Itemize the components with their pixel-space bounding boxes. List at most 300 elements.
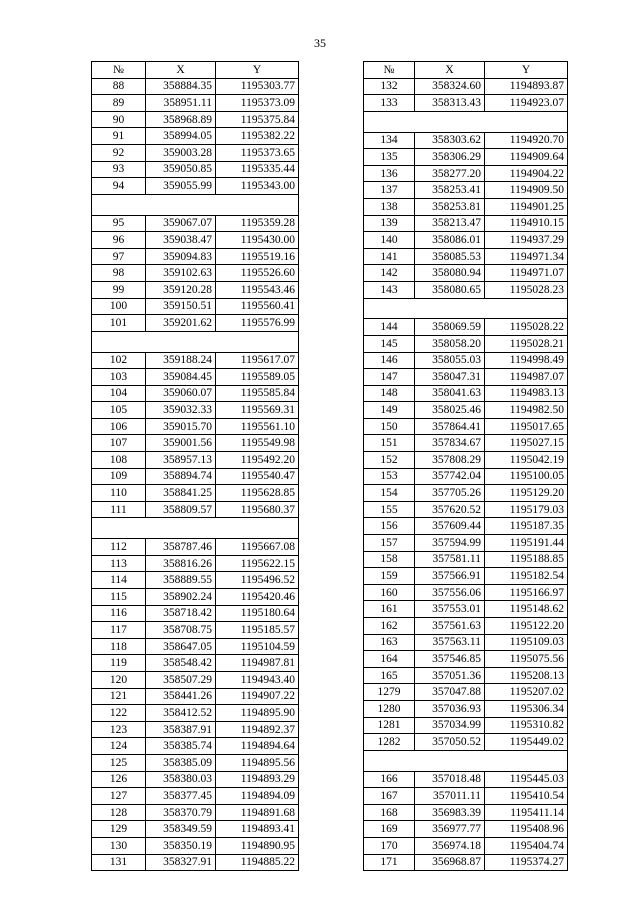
table-row bbox=[364, 281, 568, 298]
y-coordinate-cell: 1195109.03 bbox=[485, 634, 568, 651]
y-coordinate-cell: 1195560.41 bbox=[216, 298, 299, 315]
table-row bbox=[364, 518, 568, 535]
table-row bbox=[92, 605, 299, 622]
column-header-x: X bbox=[415, 62, 485, 79]
point-number-cell: 145 bbox=[364, 335, 415, 352]
table-row bbox=[364, 684, 568, 701]
table-row bbox=[92, 315, 299, 332]
table-row bbox=[92, 655, 299, 672]
point-number-cell: 118 bbox=[92, 638, 146, 655]
y-coordinate-cell: 1195667.08 bbox=[216, 539, 299, 556]
table-row bbox=[92, 385, 299, 402]
x-coordinate-cell: 358787.46 bbox=[146, 539, 216, 556]
x-coordinate-cell: 359055.99 bbox=[146, 178, 216, 195]
point-number-cell: 147 bbox=[364, 369, 415, 386]
point-number-cell: 168 bbox=[364, 804, 415, 821]
point-number-cell: 93 bbox=[92, 161, 146, 178]
y-coordinate-cell: 1195188.85 bbox=[485, 551, 568, 568]
table-row bbox=[92, 572, 299, 589]
x-coordinate-cell: 359102.63 bbox=[146, 265, 216, 282]
x-coordinate-cell: 357563.11 bbox=[415, 634, 485, 651]
x-coordinate-cell: 358951.11 bbox=[146, 95, 216, 112]
y-coordinate-cell: 1195404.74 bbox=[485, 837, 568, 854]
table-row bbox=[364, 667, 568, 684]
point-number-cell: 140 bbox=[364, 232, 415, 249]
point-number-cell: 153 bbox=[364, 468, 415, 485]
x-coordinate-cell: 358303.62 bbox=[415, 132, 485, 149]
table-row bbox=[364, 198, 568, 215]
table-row bbox=[92, 128, 299, 145]
table-row bbox=[92, 468, 299, 485]
point-number-cell: 146 bbox=[364, 352, 415, 369]
table-row bbox=[92, 402, 299, 419]
y-coordinate-cell: 1195543.46 bbox=[216, 281, 299, 298]
x-coordinate-cell: 358253.41 bbox=[415, 182, 485, 199]
y-coordinate-cell: 1195617.07 bbox=[216, 352, 299, 369]
point-number-cell: 154 bbox=[364, 485, 415, 502]
table-row bbox=[92, 738, 299, 755]
point-number-cell: 149 bbox=[364, 402, 415, 419]
x-coordinate-cell: 358213.47 bbox=[415, 215, 485, 232]
table-row bbox=[92, 298, 299, 315]
table-row bbox=[364, 551, 568, 568]
y-coordinate-cell: 1195411.14 bbox=[485, 804, 568, 821]
table-row bbox=[364, 634, 568, 651]
x-coordinate-cell: 357047.88 bbox=[415, 684, 485, 701]
table-row bbox=[92, 788, 299, 805]
table-row bbox=[364, 352, 568, 369]
y-coordinate-cell: 1195104.59 bbox=[216, 638, 299, 655]
point-number-cell: 101 bbox=[92, 315, 146, 332]
y-coordinate-cell: 1195100.05 bbox=[485, 468, 568, 485]
x-coordinate-cell: 358370.79 bbox=[146, 804, 216, 821]
y-coordinate-cell: 1194901.25 bbox=[485, 198, 568, 215]
point-number-cell: 1279 bbox=[364, 684, 415, 701]
y-coordinate-cell: 1194904.22 bbox=[485, 165, 568, 182]
point-number-cell: 1282 bbox=[364, 734, 415, 751]
y-coordinate-cell: 1195373.65 bbox=[216, 144, 299, 161]
point-number-cell: 127 bbox=[92, 788, 146, 805]
y-coordinate-cell: 1194895.90 bbox=[216, 705, 299, 722]
x-coordinate-cell: 358080.65 bbox=[415, 281, 485, 298]
x-coordinate-cell: 358957.13 bbox=[146, 452, 216, 469]
table-row bbox=[364, 717, 568, 734]
y-coordinate-cell: 1195028.22 bbox=[485, 319, 568, 336]
point-number-cell: 139 bbox=[364, 215, 415, 232]
y-coordinate-cell: 1195420.46 bbox=[216, 589, 299, 606]
table-row bbox=[92, 265, 299, 282]
y-coordinate-cell: 1194987.81 bbox=[216, 655, 299, 672]
table-row bbox=[364, 402, 568, 419]
table-row bbox=[92, 485, 299, 502]
point-number-cell: 156 bbox=[364, 518, 415, 535]
point-number-cell: 103 bbox=[92, 369, 146, 386]
point-number-cell: 113 bbox=[92, 555, 146, 572]
x-coordinate-cell: 359015.70 bbox=[146, 418, 216, 435]
y-coordinate-cell: 1195430.00 bbox=[216, 232, 299, 249]
y-coordinate-cell: 1195017.65 bbox=[485, 418, 568, 435]
table-row bbox=[92, 369, 299, 386]
point-number-cell: 158 bbox=[364, 551, 415, 568]
point-number-cell: 136 bbox=[364, 165, 415, 182]
point-number-cell: 110 bbox=[92, 485, 146, 502]
y-coordinate-cell: 1195335.44 bbox=[216, 161, 299, 178]
x-coordinate-cell: 358412.52 bbox=[146, 705, 216, 722]
point-number-cell: 129 bbox=[92, 821, 146, 838]
x-coordinate-cell: 359094.83 bbox=[146, 248, 216, 265]
table-row bbox=[92, 705, 299, 722]
table-row bbox=[364, 248, 568, 265]
y-coordinate-cell: 1195166.97 bbox=[485, 584, 568, 601]
table-row bbox=[364, 232, 568, 249]
y-coordinate-cell: 1195310.82 bbox=[485, 717, 568, 734]
x-coordinate-cell: 359038.47 bbox=[146, 232, 216, 249]
y-coordinate-cell: 1194894.64 bbox=[216, 738, 299, 755]
point-number-cell: 135 bbox=[364, 149, 415, 166]
x-coordinate-cell: 358385.74 bbox=[146, 738, 216, 755]
x-coordinate-cell: 359150.51 bbox=[146, 298, 216, 315]
y-coordinate-cell: 1194971.34 bbox=[485, 248, 568, 265]
point-number-cell: 138 bbox=[364, 198, 415, 215]
table-row bbox=[364, 771, 568, 788]
y-coordinate-cell: 1195496.52 bbox=[216, 572, 299, 589]
table-row bbox=[364, 601, 568, 618]
point-number-cell: 107 bbox=[92, 435, 146, 452]
y-coordinate-cell: 1195027.15 bbox=[485, 435, 568, 452]
y-coordinate-cell: 1194907.22 bbox=[216, 688, 299, 705]
coordinates-table-left bbox=[91, 61, 299, 871]
table-row bbox=[92, 539, 299, 556]
y-coordinate-cell: 1194909.50 bbox=[485, 182, 568, 199]
point-number-cell: 102 bbox=[92, 352, 146, 369]
x-coordinate-cell: 359201.62 bbox=[146, 315, 216, 332]
table-row bbox=[364, 452, 568, 469]
separator-cell bbox=[92, 518, 299, 539]
table-row bbox=[92, 281, 299, 298]
x-coordinate-cell: 359001.56 bbox=[146, 435, 216, 452]
y-coordinate-cell: 1195526.60 bbox=[216, 265, 299, 282]
table-row bbox=[364, 618, 568, 635]
y-coordinate-cell: 1195519.16 bbox=[216, 248, 299, 265]
point-number-cell: 116 bbox=[92, 605, 146, 622]
table-row bbox=[92, 418, 299, 435]
x-coordinate-cell: 358047.31 bbox=[415, 369, 485, 386]
y-coordinate-cell: 1195122.20 bbox=[485, 618, 568, 635]
point-number-cell: 171 bbox=[364, 854, 415, 871]
y-coordinate-cell: 1194885.22 bbox=[216, 854, 299, 871]
table-row bbox=[364, 501, 568, 518]
x-coordinate-cell: 358080.94 bbox=[415, 265, 485, 282]
x-coordinate-cell: 358313.43 bbox=[415, 95, 485, 112]
table-row bbox=[364, 265, 568, 282]
y-coordinate-cell: 1194892.37 bbox=[216, 721, 299, 738]
x-coordinate-cell: 356977.77 bbox=[415, 821, 485, 838]
table-separator-row bbox=[92, 518, 299, 539]
y-coordinate-cell: 1195028.21 bbox=[485, 335, 568, 352]
point-number-cell: 1281 bbox=[364, 717, 415, 734]
y-coordinate-cell: 1195492.20 bbox=[216, 452, 299, 469]
x-coordinate-cell: 358708.75 bbox=[146, 622, 216, 639]
point-number-cell: 137 bbox=[364, 182, 415, 199]
x-coordinate-cell: 358025.46 bbox=[415, 402, 485, 419]
table-row bbox=[92, 232, 299, 249]
point-number-cell: 117 bbox=[92, 622, 146, 639]
table-row bbox=[364, 788, 568, 805]
coordinates-table-right bbox=[363, 61, 568, 871]
table-row bbox=[364, 385, 568, 402]
point-number-cell: 126 bbox=[92, 771, 146, 788]
y-coordinate-cell: 1194910.15 bbox=[485, 215, 568, 232]
column-header-y: Y bbox=[485, 62, 568, 79]
y-coordinate-cell: 1194983.13 bbox=[485, 385, 568, 402]
table-separator-row bbox=[364, 111, 568, 132]
point-number-cell: 94 bbox=[92, 178, 146, 195]
x-coordinate-cell: 358277.20 bbox=[415, 165, 485, 182]
x-coordinate-cell: 357808.29 bbox=[415, 452, 485, 469]
y-coordinate-cell: 1195208.13 bbox=[485, 667, 568, 684]
y-coordinate-cell: 1195569.31 bbox=[216, 402, 299, 419]
y-coordinate-cell: 1194894.09 bbox=[216, 788, 299, 805]
x-coordinate-cell: 358809.57 bbox=[146, 501, 216, 518]
page-number: 35 bbox=[314, 36, 326, 50]
x-coordinate-cell: 359032.33 bbox=[146, 402, 216, 419]
y-coordinate-cell: 1194982.50 bbox=[485, 402, 568, 419]
y-coordinate-cell: 1195382.22 bbox=[216, 128, 299, 145]
point-number-cell: 111 bbox=[92, 501, 146, 518]
point-number-cell: 121 bbox=[92, 688, 146, 705]
x-coordinate-cell: 357546.85 bbox=[415, 651, 485, 668]
table-row bbox=[364, 700, 568, 717]
point-number-cell: 151 bbox=[364, 435, 415, 452]
point-number-cell: 152 bbox=[364, 452, 415, 469]
point-number-cell: 104 bbox=[92, 385, 146, 402]
table-header-row bbox=[92, 62, 299, 79]
y-coordinate-cell: 1194923.07 bbox=[485, 95, 568, 112]
table-row bbox=[92, 721, 299, 738]
x-coordinate-cell: 358548.42 bbox=[146, 655, 216, 672]
table-row bbox=[364, 418, 568, 435]
point-number-cell: 134 bbox=[364, 132, 415, 149]
point-number-cell: 114 bbox=[92, 572, 146, 589]
table-row bbox=[92, 248, 299, 265]
table-row bbox=[92, 452, 299, 469]
x-coordinate-cell: 357566.91 bbox=[415, 568, 485, 585]
y-coordinate-cell: 1194893.87 bbox=[485, 78, 568, 95]
table-row bbox=[364, 485, 568, 502]
y-coordinate-cell: 1195375.84 bbox=[216, 111, 299, 128]
x-coordinate-cell: 358380.03 bbox=[146, 771, 216, 788]
y-coordinate-cell: 1195191.44 bbox=[485, 535, 568, 552]
table-row bbox=[92, 671, 299, 688]
y-coordinate-cell: 1195373.09 bbox=[216, 95, 299, 112]
y-coordinate-cell: 1195180.64 bbox=[216, 605, 299, 622]
point-number-cell: 100 bbox=[92, 298, 146, 315]
x-coordinate-cell: 358889.55 bbox=[146, 572, 216, 589]
column-header-y: Y bbox=[216, 62, 299, 79]
y-coordinate-cell: 1195303.77 bbox=[216, 78, 299, 95]
y-coordinate-cell: 1195445.03 bbox=[485, 771, 568, 788]
table-row bbox=[92, 144, 299, 161]
x-coordinate-cell: 358324.60 bbox=[415, 78, 485, 95]
x-coordinate-cell: 356974.18 bbox=[415, 837, 485, 854]
x-coordinate-cell: 359188.24 bbox=[146, 352, 216, 369]
table-row bbox=[364, 182, 568, 199]
x-coordinate-cell: 357561.63 bbox=[415, 618, 485, 635]
x-coordinate-cell: 357834.67 bbox=[415, 435, 485, 452]
y-coordinate-cell: 1195449.02 bbox=[485, 734, 568, 751]
x-coordinate-cell: 358902.24 bbox=[146, 589, 216, 606]
table-separator-row bbox=[364, 750, 568, 771]
y-coordinate-cell: 1195187.35 bbox=[485, 518, 568, 535]
point-number-cell: 125 bbox=[92, 754, 146, 771]
table-row bbox=[92, 78, 299, 95]
x-coordinate-cell: 358884.35 bbox=[146, 78, 216, 95]
table-row bbox=[92, 178, 299, 195]
point-number-cell: 120 bbox=[92, 671, 146, 688]
y-coordinate-cell: 1195148.62 bbox=[485, 601, 568, 618]
table-row bbox=[364, 804, 568, 821]
x-coordinate-cell: 358387.91 bbox=[146, 721, 216, 738]
point-number-cell: 89 bbox=[92, 95, 146, 112]
table-row bbox=[92, 111, 299, 128]
x-coordinate-cell: 357581.11 bbox=[415, 551, 485, 568]
x-coordinate-cell: 357051.36 bbox=[415, 667, 485, 684]
y-coordinate-cell: 1195408.96 bbox=[485, 821, 568, 838]
y-coordinate-cell: 1194987.07 bbox=[485, 369, 568, 386]
x-coordinate-cell: 359050.85 bbox=[146, 161, 216, 178]
y-coordinate-cell: 1195028.23 bbox=[485, 281, 568, 298]
y-coordinate-cell: 1194937.29 bbox=[485, 232, 568, 249]
table-row bbox=[364, 215, 568, 232]
y-coordinate-cell: 1194890.95 bbox=[216, 837, 299, 854]
x-coordinate-cell: 358968.89 bbox=[146, 111, 216, 128]
column-header-x: X bbox=[146, 62, 216, 79]
x-coordinate-cell: 357742.04 bbox=[415, 468, 485, 485]
point-number-cell: 133 bbox=[364, 95, 415, 112]
point-number-cell: 161 bbox=[364, 601, 415, 618]
y-coordinate-cell: 1195561.10 bbox=[216, 418, 299, 435]
table-row bbox=[364, 132, 568, 149]
x-coordinate-cell: 358841.25 bbox=[146, 485, 216, 502]
y-coordinate-cell: 1194998.49 bbox=[485, 352, 568, 369]
point-number-cell: 95 bbox=[92, 215, 146, 232]
point-number-cell: 162 bbox=[364, 618, 415, 635]
x-coordinate-cell: 358086.01 bbox=[415, 232, 485, 249]
point-number-cell: 130 bbox=[92, 837, 146, 854]
x-coordinate-cell: 357018.48 bbox=[415, 771, 485, 788]
y-coordinate-cell: 1195374.27 bbox=[485, 854, 568, 871]
point-number-cell: 99 bbox=[92, 281, 146, 298]
y-coordinate-cell: 1195207.02 bbox=[485, 684, 568, 701]
table-row bbox=[92, 555, 299, 572]
x-coordinate-cell: 359060.07 bbox=[146, 385, 216, 402]
column-header-number: № bbox=[92, 62, 146, 79]
y-coordinate-cell: 1195042.19 bbox=[485, 452, 568, 469]
table-row bbox=[364, 837, 568, 854]
y-coordinate-cell: 1195179.03 bbox=[485, 501, 568, 518]
table-row bbox=[364, 821, 568, 838]
table-row bbox=[92, 837, 299, 854]
point-number-cell: 90 bbox=[92, 111, 146, 128]
point-number-cell: 165 bbox=[364, 667, 415, 684]
separator-cell bbox=[364, 750, 568, 771]
table-row bbox=[364, 319, 568, 336]
y-coordinate-cell: 1195585.84 bbox=[216, 385, 299, 402]
y-coordinate-cell: 1195410.54 bbox=[485, 788, 568, 805]
x-coordinate-cell: 358377.45 bbox=[146, 788, 216, 805]
point-number-cell: 122 bbox=[92, 705, 146, 722]
x-coordinate-cell: 358055.03 bbox=[415, 352, 485, 369]
y-coordinate-cell: 1195359.28 bbox=[216, 215, 299, 232]
y-coordinate-cell: 1195075.56 bbox=[485, 651, 568, 668]
y-coordinate-cell: 1195185.57 bbox=[216, 622, 299, 639]
x-coordinate-cell: 358327.91 bbox=[146, 854, 216, 871]
point-number-cell: 108 bbox=[92, 452, 146, 469]
x-coordinate-cell: 358894.74 bbox=[146, 468, 216, 485]
table-row bbox=[92, 754, 299, 771]
point-number-cell: 160 bbox=[364, 584, 415, 601]
point-number-cell: 143 bbox=[364, 281, 415, 298]
x-coordinate-cell: 357036.93 bbox=[415, 700, 485, 717]
table-row bbox=[92, 161, 299, 178]
y-coordinate-cell: 1194891.68 bbox=[216, 804, 299, 821]
y-coordinate-cell: 1194893.41 bbox=[216, 821, 299, 838]
table-row bbox=[92, 688, 299, 705]
y-coordinate-cell: 1195540.47 bbox=[216, 468, 299, 485]
table-row bbox=[364, 734, 568, 751]
point-number-cell: 128 bbox=[92, 804, 146, 821]
x-coordinate-cell: 358349.59 bbox=[146, 821, 216, 838]
point-number-cell: 124 bbox=[92, 738, 146, 755]
x-coordinate-cell: 357556.06 bbox=[415, 584, 485, 601]
x-coordinate-cell: 359067.07 bbox=[146, 215, 216, 232]
point-number-cell: 115 bbox=[92, 589, 146, 606]
x-coordinate-cell: 359120.28 bbox=[146, 281, 216, 298]
separator-cell bbox=[92, 194, 299, 215]
y-coordinate-cell: 1195589.05 bbox=[216, 369, 299, 386]
x-coordinate-cell: 358507.29 bbox=[146, 671, 216, 688]
x-coordinate-cell: 357034.99 bbox=[415, 717, 485, 734]
separator-cell bbox=[364, 298, 568, 319]
table-row bbox=[92, 821, 299, 838]
x-coordinate-cell: 358306.29 bbox=[415, 149, 485, 166]
point-number-cell: 155 bbox=[364, 501, 415, 518]
y-coordinate-cell: 1195576.99 bbox=[216, 315, 299, 332]
x-coordinate-cell: 358647.05 bbox=[146, 638, 216, 655]
point-number-cell: 91 bbox=[92, 128, 146, 145]
point-number-cell: 167 bbox=[364, 788, 415, 805]
point-number-cell: 131 bbox=[92, 854, 146, 871]
point-number-cell: 144 bbox=[364, 319, 415, 336]
table-separator-row bbox=[364, 298, 568, 319]
table-separator-row bbox=[92, 194, 299, 215]
y-coordinate-cell: 1194909.64 bbox=[485, 149, 568, 166]
x-coordinate-cell: 356968.87 bbox=[415, 854, 485, 871]
x-coordinate-cell: 358718.42 bbox=[146, 605, 216, 622]
x-coordinate-cell: 358085.53 bbox=[415, 248, 485, 265]
x-coordinate-cell: 356983.39 bbox=[415, 804, 485, 821]
x-coordinate-cell: 357594.99 bbox=[415, 535, 485, 552]
point-number-cell: 105 bbox=[92, 402, 146, 419]
x-coordinate-cell: 357705.26 bbox=[415, 485, 485, 502]
x-coordinate-cell: 357050.52 bbox=[415, 734, 485, 751]
table-row bbox=[92, 352, 299, 369]
table-row bbox=[364, 149, 568, 166]
table-row bbox=[364, 95, 568, 112]
x-coordinate-cell: 357553.01 bbox=[415, 601, 485, 618]
x-coordinate-cell: 357011.11 bbox=[415, 788, 485, 805]
table-row bbox=[364, 651, 568, 668]
